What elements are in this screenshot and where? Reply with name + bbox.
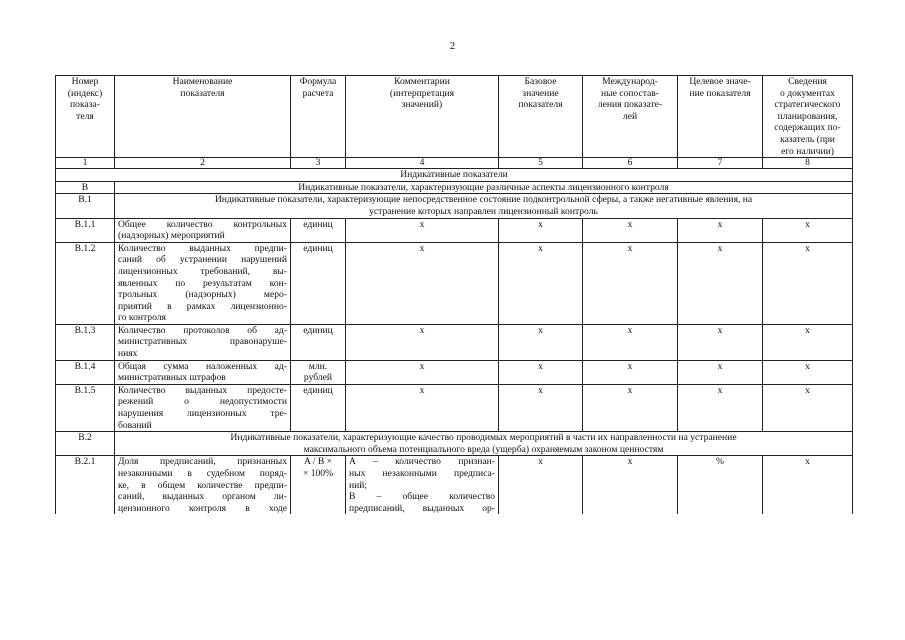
- header-international: [583, 76, 678, 158]
- group-index: В: [56, 181, 115, 194]
- row-comment: х: [346, 384, 499, 431]
- text-line: × 100%: [302, 468, 334, 479]
- text-line: Общая сумма наложенных ад-: [118, 360, 287, 372]
- row-formula: [291, 360, 346, 384]
- row-name: [115, 384, 291, 431]
- section-title: Индикативные показатели: [56, 169, 853, 182]
- text-line: о документах: [780, 87, 835, 99]
- table-row: [56, 324, 853, 360]
- text-line: ниях: [118, 348, 138, 360]
- row-formula: [291, 218, 346, 242]
- row-index: В.1.4: [56, 360, 115, 384]
- row-target-value: х: [678, 360, 763, 384]
- row-formula: [291, 242, 346, 324]
- text-line: значение: [522, 87, 559, 99]
- row-international: х: [583, 324, 678, 360]
- col-number: 1: [56, 158, 115, 169]
- row-comment: [346, 456, 499, 514]
- text-line: значений): [401, 99, 443, 111]
- group-title: [115, 194, 853, 218]
- text-line: Доля предписаний, признанных: [118, 456, 287, 468]
- group-row-b1: [56, 194, 853, 218]
- text-line: цензионного контроля в ходе: [118, 502, 287, 514]
- text-line: единиц: [303, 384, 333, 396]
- text-line: A / B ×: [303, 456, 333, 468]
- row-international: х: [583, 242, 678, 324]
- group-row-b: [56, 181, 853, 194]
- row-index: В.1.3: [56, 324, 115, 360]
- text-line: казатель (при: [780, 133, 835, 145]
- text-line: его наличии): [781, 145, 834, 157]
- text-line: Целевое значе-: [689, 76, 751, 87]
- header-name: [115, 76, 291, 158]
- text-line: (надзорных) мероприятий: [118, 230, 225, 242]
- text-line: бований: [118, 419, 152, 431]
- row-name: [115, 218, 291, 242]
- text-line: содержащих по-: [774, 122, 841, 134]
- row-strategic-docs: х: [763, 218, 853, 242]
- row-strategic-docs: х: [763, 456, 853, 514]
- table-row: [56, 456, 853, 514]
- row-strategic-docs: х: [763, 242, 853, 324]
- text-line: теля: [76, 110, 94, 122]
- text-line: саний, выданных органом ли-: [118, 491, 287, 503]
- text-line: лей: [622, 110, 638, 122]
- text-line: ления показате-: [597, 99, 663, 111]
- row-international: х: [583, 456, 678, 514]
- row-target-value: х: [678, 384, 763, 431]
- text-line: показателя: [180, 87, 225, 99]
- text-line: Формула: [299, 76, 337, 87]
- col-number: 4: [346, 158, 499, 169]
- page-number: 2: [449, 40, 456, 52]
- row-target-value: х: [678, 242, 763, 324]
- text-line: трольных (надзорных) меро-: [118, 289, 287, 301]
- text-line: единиц: [303, 324, 333, 336]
- text-line: млн.: [308, 360, 328, 372]
- text-line: Номер: [71, 76, 99, 87]
- column-numbers-row: [56, 158, 853, 169]
- row-strategic-docs: х: [763, 324, 853, 360]
- group-row-b2: [56, 432, 853, 456]
- text-line: лицензионных требований, вы-: [118, 265, 287, 277]
- text-line: Количество выданных предпи-: [118, 242, 287, 254]
- row-international: х: [583, 218, 678, 242]
- text-line: режений о недопустимости: [118, 396, 287, 408]
- text-line: максимального объема потенциального вреда (ущерба) охраняемым законом ценностям: [303, 443, 664, 455]
- group-index: В.2: [56, 432, 115, 456]
- col-number: 2: [115, 158, 291, 169]
- row-base-value: х: [499, 218, 583, 242]
- text-line: Индикативные показатели, характеризующие непосредственное состояние подконтрольной сферы, а также негативные явления, на: [214, 194, 753, 206]
- row-comment: х: [346, 324, 499, 360]
- text-line: Общее количество контрольных: [118, 218, 287, 230]
- row-name: [115, 456, 291, 514]
- row-international: х: [583, 384, 678, 431]
- text-line: нарушения лицензионных тре-: [118, 408, 287, 420]
- text-line: ных незаконными предписа-: [349, 468, 495, 479]
- text-line: единиц: [303, 242, 333, 254]
- row-name: [115, 324, 291, 360]
- col-number: 5: [499, 158, 583, 169]
- table-row: [56, 242, 853, 324]
- row-base-value: х: [499, 324, 583, 360]
- row-index: В.1.2: [56, 242, 115, 324]
- table-header-row: [56, 76, 853, 158]
- text-line: A – количество признан-: [349, 456, 495, 468]
- indicators-table: [55, 75, 853, 514]
- text-line: планирования,: [777, 110, 838, 122]
- table-row: [56, 360, 853, 384]
- text-line: ные сопостав-: [600, 87, 659, 99]
- text-line: показателя: [518, 99, 563, 111]
- text-line: саний об устранении нарушений: [118, 254, 287, 266]
- text-line: ке, в общем количестве предпи-: [118, 479, 287, 491]
- text-line: (интерпретация: [389, 87, 455, 99]
- header-comments: [346, 76, 499, 158]
- text-line: министративных штрафов: [118, 372, 226, 384]
- table-row: [56, 218, 853, 242]
- text-line: Международ-: [602, 76, 658, 87]
- text-line: Количество выданных предосте-: [118, 384, 287, 396]
- group-title: [115, 432, 853, 456]
- row-name: [115, 242, 291, 324]
- text-line: явленных по результатам кон-: [118, 277, 287, 289]
- row-base-value: х: [499, 384, 583, 431]
- row-base-value: х: [499, 360, 583, 384]
- text-line: Сведения: [788, 76, 827, 87]
- text-line: Комментарии: [394, 76, 450, 87]
- header-formula: [291, 76, 346, 158]
- col-number: 3: [291, 158, 346, 169]
- col-number: 8: [763, 158, 853, 169]
- text-line: устранение которых направлен лицензионный контроль: [369, 205, 598, 217]
- text-line: стратегического: [774, 99, 841, 111]
- col-number: 6: [583, 158, 678, 169]
- text-line: министративных правонаруше-: [118, 336, 287, 348]
- col-number: 7: [678, 158, 763, 169]
- row-target-value: х: [678, 218, 763, 242]
- text-line: незаконными в судебном поряд-: [118, 468, 287, 479]
- header-base-value: [499, 76, 583, 158]
- row-strategic-docs: х: [763, 360, 853, 384]
- header-target-value: [678, 76, 763, 158]
- text-line: го контроля: [118, 312, 166, 324]
- row-comment: х: [346, 218, 499, 242]
- text-line: Индикативные показатели, характеризующие качество проводимых мероприятий в части их направленности на устранение: [230, 432, 737, 444]
- row-formula: [291, 324, 346, 360]
- group-title: Индикативные показатели, характеризующие различные аспекты лицензионного контроля: [115, 181, 853, 194]
- text-line: (индекс): [67, 87, 103, 99]
- text-line: показа-: [70, 99, 100, 111]
- header-index: [56, 76, 115, 158]
- row-target-value: %: [678, 456, 763, 514]
- row-target-value: х: [678, 324, 763, 360]
- row-index: В.1.1: [56, 218, 115, 242]
- row-index: В.2.1: [56, 456, 115, 514]
- group-index: В.1: [56, 194, 115, 218]
- section-title-row: [56, 169, 853, 182]
- row-name: [115, 360, 291, 384]
- row-international: х: [583, 360, 678, 384]
- text-line: B – общее количество: [349, 491, 495, 503]
- text-line: расчета: [302, 87, 334, 99]
- row-base-value: х: [499, 242, 583, 324]
- row-comment: х: [346, 360, 499, 384]
- text-line: ний;: [349, 479, 368, 491]
- text-line: рублей: [303, 372, 333, 384]
- row-strategic-docs: х: [763, 384, 853, 431]
- row-index: В.1.5: [56, 384, 115, 431]
- row-formula: [291, 456, 346, 514]
- text-line: Количество протоколов об ад-: [118, 324, 287, 336]
- text-line: предписаний, выданных ор-: [349, 502, 495, 514]
- row-comment: х: [346, 242, 499, 324]
- text-line: Базовое: [524, 76, 557, 87]
- text-line: Наименование: [172, 76, 233, 87]
- table-row: [56, 384, 853, 431]
- text-line: ние показателя: [689, 87, 751, 99]
- text-line: единиц: [303, 218, 333, 230]
- row-base-value: х: [499, 456, 583, 514]
- row-formula: [291, 384, 346, 431]
- text-line: приятий в рамках лицензионно-: [118, 300, 287, 312]
- header-strategic-docs: [763, 76, 853, 158]
